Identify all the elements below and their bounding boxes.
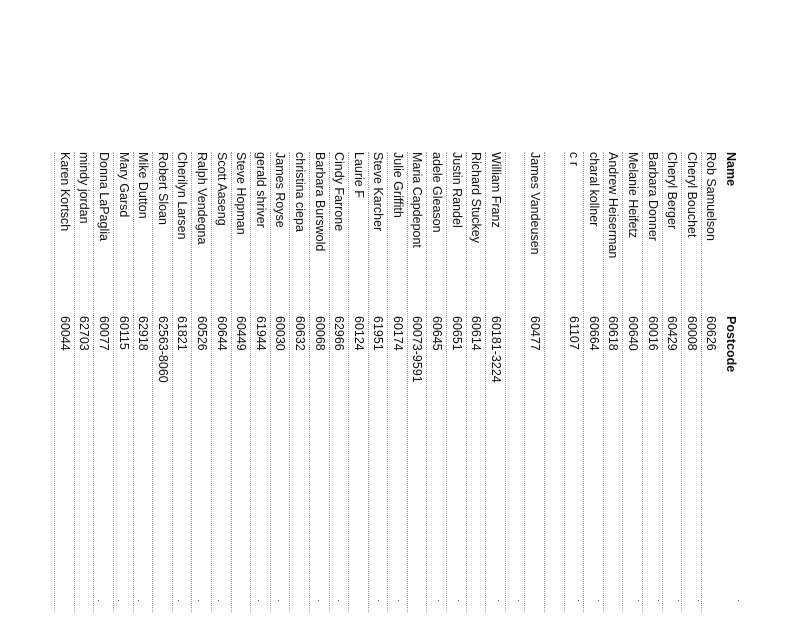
scan-speck xyxy=(578,600,579,601)
name-cell: Karen Kortsch xyxy=(57,152,72,232)
scan-speck xyxy=(138,600,139,601)
postcode-cell: 62563-8060 xyxy=(155,316,170,383)
name-cell: Mike Dutton xyxy=(136,152,151,219)
table-row xyxy=(446,152,466,612)
row-leader-line xyxy=(485,152,486,612)
table-row xyxy=(152,152,172,612)
row-leader-line xyxy=(564,152,565,612)
scan-speck xyxy=(438,600,439,601)
postcode-cell: 60626 xyxy=(704,316,719,351)
table-row xyxy=(681,152,701,612)
postcode-cell: 60044 xyxy=(57,316,72,351)
postcode-cell: 60030 xyxy=(273,316,288,351)
postcode-cell: 60526 xyxy=(194,316,209,351)
name-cell: Scott Aaseng xyxy=(214,152,229,226)
postcode-cell: 60115 xyxy=(116,316,131,350)
scan-speck xyxy=(258,600,259,601)
table-row xyxy=(133,152,153,612)
name-cell: Steve Karcher xyxy=(371,152,386,232)
scan-speck xyxy=(598,600,599,601)
name-cell: William Franz xyxy=(488,152,503,228)
row-leader-line xyxy=(250,152,251,612)
scan-speck xyxy=(118,600,119,601)
row-leader-line xyxy=(662,152,663,612)
table-row xyxy=(642,152,662,612)
row-leader-line xyxy=(93,152,94,612)
row-leader-line xyxy=(603,152,604,612)
row-leader-line xyxy=(231,152,232,612)
table-row xyxy=(289,152,309,612)
scan-speck xyxy=(378,600,379,601)
table-row xyxy=(387,152,407,612)
scan-speck xyxy=(318,600,319,601)
row-leader-line xyxy=(270,152,271,612)
postcode-cell: 60429 xyxy=(665,316,680,351)
postcode-cell: 61944 xyxy=(253,316,268,351)
table-body xyxy=(54,152,720,612)
table-row xyxy=(250,152,270,612)
table-row xyxy=(191,152,211,612)
row-leader-line xyxy=(427,152,428,612)
scan-speck xyxy=(398,600,399,601)
row-leader-line xyxy=(544,152,545,612)
name-cell: gerald shriver xyxy=(253,152,268,228)
row-leader-line xyxy=(54,152,55,612)
postcode-cell: 60174 xyxy=(390,316,405,351)
postcode-cell: 62703 xyxy=(77,316,92,351)
postcode-cell: 60645 xyxy=(430,316,445,351)
table-row xyxy=(309,152,329,612)
table-row xyxy=(74,152,94,612)
table-row xyxy=(54,152,74,612)
table-row xyxy=(564,152,584,612)
table-row xyxy=(701,152,721,612)
table-row xyxy=(172,152,192,612)
name-cell: Barbara Burswold xyxy=(312,152,327,252)
postcode-cell: 62966 xyxy=(332,316,347,351)
row-leader-line xyxy=(622,152,623,612)
table-row xyxy=(211,152,231,612)
name-cell: Donna LaPaglia xyxy=(97,152,111,241)
postcode-cell: 60073-9591 xyxy=(410,316,425,383)
row-leader-line xyxy=(466,152,467,612)
name-cell: christina ciepa xyxy=(292,152,307,232)
table-row xyxy=(270,152,290,612)
name-cell: James Royse xyxy=(273,152,288,228)
row-leader-line xyxy=(113,152,114,612)
scan-speck xyxy=(278,600,279,601)
name-cell: Robert Sloan xyxy=(155,152,170,225)
table-row xyxy=(329,152,349,612)
row-leader-line xyxy=(289,152,290,612)
table-row xyxy=(231,152,251,612)
name-cell: mindy jordan xyxy=(77,152,92,224)
postcode-cell: 60008 xyxy=(684,316,699,351)
row-leader-line xyxy=(74,152,75,612)
table-row xyxy=(603,152,623,612)
postcode-cell: 61107 xyxy=(567,316,582,350)
postcode-cell: 60068 xyxy=(312,316,327,351)
scan-speck xyxy=(338,600,339,601)
row-leader-line xyxy=(329,152,330,612)
scan-speck xyxy=(638,600,639,601)
scan-speck xyxy=(178,600,179,601)
row-leader-line xyxy=(309,152,310,612)
name-cell: charal kollner xyxy=(586,152,601,227)
scan-speck xyxy=(678,600,679,601)
table-header xyxy=(720,152,740,612)
row-leader-line xyxy=(172,152,173,612)
postcode-cell: 61821 xyxy=(175,316,190,351)
table-row xyxy=(524,152,544,612)
name-cell: adele Gleason xyxy=(430,152,445,233)
row-leader-line xyxy=(505,152,506,612)
table-row xyxy=(662,152,682,612)
row-leader-line xyxy=(446,152,447,612)
row-leader-line xyxy=(133,152,134,612)
row-leader-line xyxy=(701,152,702,612)
postcode-cell: 60449 xyxy=(234,316,249,351)
postcode-cell: 60477 xyxy=(528,316,543,351)
row-leader-line xyxy=(681,152,682,612)
postcode-cell: 60614 xyxy=(469,316,484,351)
name-cell: Mary Garsd xyxy=(116,152,131,218)
table-row xyxy=(583,152,603,612)
name-cell: Barbara Donner xyxy=(645,152,660,241)
table-row xyxy=(427,152,447,612)
name-cell: Laurie F xyxy=(351,152,366,198)
name-cell: Ralph Vendegna xyxy=(194,152,209,245)
scan-speck xyxy=(518,600,519,601)
name-cell: Melanie Heifetz xyxy=(626,152,641,239)
row-leader-line xyxy=(387,152,388,612)
table-row xyxy=(348,152,368,612)
scan-speck xyxy=(458,600,459,601)
postcode-cell: 60664 xyxy=(586,316,601,351)
name-cell: Maria Capdepont xyxy=(410,152,425,248)
name-cell: Cindy Farrone xyxy=(332,152,347,232)
name-cell: Cheryl Bouchet xyxy=(684,152,699,238)
petition-table xyxy=(57,152,740,612)
scan-speck xyxy=(738,600,739,601)
postcode-cell: 60640 xyxy=(626,316,641,351)
scan-speck xyxy=(698,600,699,601)
name-cell: James Vandeusen xyxy=(528,152,543,255)
scan-speck xyxy=(98,600,99,601)
row-leader-line xyxy=(407,152,408,612)
row-leader-line xyxy=(211,152,212,612)
row-leader-line xyxy=(368,152,369,612)
row-leader-line xyxy=(191,152,192,612)
table-row xyxy=(622,152,642,612)
name-column-header: Name xyxy=(724,152,738,187)
postcode-cell: 60181-3224 xyxy=(488,316,503,383)
name-cell: Richard Stuckey xyxy=(469,152,484,244)
name-cell: Justin Randel xyxy=(449,152,464,228)
postcode-cell: 61951 xyxy=(371,316,386,351)
table-row xyxy=(544,152,564,612)
postcode-cell: 60618 xyxy=(606,316,621,351)
scan-speck xyxy=(498,600,499,601)
name-cell: Andrew Heiserman xyxy=(606,152,621,259)
name-cell: Cheryl Berger xyxy=(665,152,680,230)
table-row xyxy=(466,152,486,612)
name-cell: Steve Hopman xyxy=(234,152,249,235)
postcode-cell: 60651 xyxy=(449,316,464,351)
postcode-cell: 62918 xyxy=(136,316,151,351)
table-row xyxy=(505,152,525,612)
row-leader-line xyxy=(524,152,525,612)
name-cell: Cherilyn Larsen xyxy=(175,152,190,240)
postcode-cell: 60644 xyxy=(214,316,229,351)
name-cell: Rob Samuelson xyxy=(704,152,719,241)
row-leader-line xyxy=(152,152,153,612)
table-row xyxy=(368,152,388,612)
scan-speck xyxy=(218,600,219,601)
scan-speck xyxy=(658,600,659,601)
postcode-cell: 60077 xyxy=(97,316,111,351)
scan-speck xyxy=(198,600,199,601)
name-cell: Julie Griffith xyxy=(390,152,405,218)
row-leader-line xyxy=(348,152,349,612)
row-leader-line xyxy=(642,152,643,612)
postcode-column-header: Postcode xyxy=(724,316,738,373)
postcode-cell: 60124 xyxy=(351,316,366,351)
row-leader-line xyxy=(583,152,584,612)
postcode-cell: 60016 xyxy=(645,316,660,351)
table-row xyxy=(93,152,113,612)
table-row xyxy=(485,152,505,612)
table-row xyxy=(407,152,427,612)
table-row xyxy=(113,152,133,612)
name-cell: c r xyxy=(567,152,582,166)
postcode-cell: 60632 xyxy=(292,316,307,351)
